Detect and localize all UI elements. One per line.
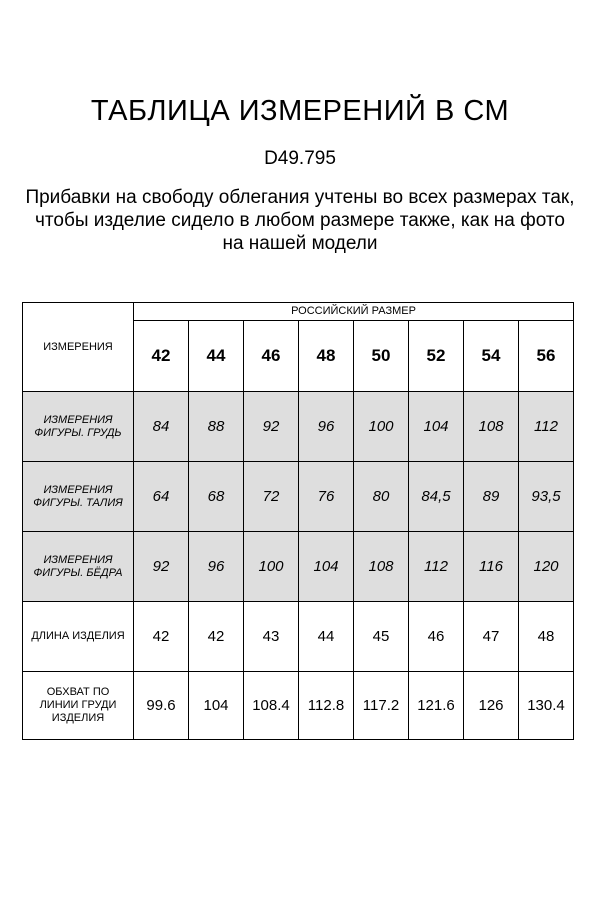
size-header: 44 — [189, 321, 244, 392]
table-cell: 92 — [134, 532, 189, 602]
row-label — [23, 392, 134, 462]
row-label — [23, 602, 134, 672]
page-title: ТАБЛИЦА ИЗМЕРЕНИЙ В СМ — [90, 95, 510, 127]
table-cell: 47 — [464, 602, 519, 672]
table-cell: 42 — [134, 602, 189, 672]
table-cell: 104 — [189, 672, 244, 740]
description-line: чтобы изделие сидело в любом размере также, как на фото — [35, 210, 565, 231]
table-cell: 117.2 — [354, 672, 409, 740]
size-header: 50 — [354, 321, 409, 392]
row-label-line: ИЗМЕРЕНИЯ — [43, 553, 113, 566]
row-label-line: ФИГУРЫ. БЁДРА — [33, 566, 123, 579]
group-header: РОССИЙСКИЙ РАЗМЕР — [134, 303, 574, 321]
table-cell: 89 — [464, 462, 519, 532]
table-cell: 46 — [409, 602, 464, 672]
row-label-line: ДЛИНА ИЗДЕЛИЯ — [31, 630, 125, 642]
table-cell: 42 — [189, 602, 244, 672]
description-line: Прибавки на свободу облегания учтены во всех размерах так, — [25, 187, 575, 208]
size-header: 54 — [464, 321, 519, 392]
table-cell: 43 — [244, 602, 299, 672]
table-cell: 72 — [244, 462, 299, 532]
description-line: на нашей модели — [222, 233, 378, 254]
table-cell: 48 — [519, 602, 574, 672]
corner-label: ИЗМЕРЕНИЯ — [23, 303, 134, 392]
table-cell: 76 — [299, 462, 354, 532]
row-label-line: ФИГУРЫ. ГРУДЬ — [34, 426, 122, 439]
table-cell: 108 — [354, 532, 409, 602]
row-label-line: ИЗМЕРЕНИЯ — [43, 483, 113, 496]
table-row — [23, 602, 574, 672]
table-cell: 108.4 — [244, 672, 299, 740]
table-cell: 80 — [354, 462, 409, 532]
table-cell: 120 — [519, 532, 574, 602]
description — [20, 186, 580, 255]
table-cell: 93,5 — [519, 462, 574, 532]
size-header: 52 — [409, 321, 464, 392]
table-cell: 84 — [134, 392, 189, 462]
table-cell: 99.6 — [134, 672, 189, 740]
row-label — [23, 672, 134, 740]
size-header: 56 — [519, 321, 574, 392]
article-code: D49.795 — [264, 148, 336, 169]
table-cell: 104 — [299, 532, 354, 602]
table-cell: 112 — [409, 532, 464, 602]
table-row — [23, 532, 574, 602]
row-label-line: ФИГУРЫ. ТАЛИЯ — [33, 496, 123, 509]
table-cell: 68 — [189, 462, 244, 532]
size-header: 42 — [134, 321, 189, 392]
table-cell: 130.4 — [519, 672, 574, 740]
table-cell: 64 — [134, 462, 189, 532]
row-label-line: ОБХВАТ ПО — [46, 686, 110, 698]
table-row — [23, 392, 574, 462]
table-row — [23, 672, 574, 740]
size-header: 48 — [299, 321, 354, 392]
row-label-line: ИЗДЕЛИЯ — [51, 712, 105, 724]
table-cell: 92 — [244, 392, 299, 462]
table-cell: 88 — [189, 392, 244, 462]
row-label-line: ИЗМЕРЕНИЯ — [43, 413, 113, 426]
table-cell: 84,5 — [409, 462, 464, 532]
table-cell: 116 — [464, 532, 519, 602]
table-cell: 45 — [354, 602, 409, 672]
size-table — [22, 302, 574, 740]
table-cell: 96 — [189, 532, 244, 602]
table-cell: 121.6 — [409, 672, 464, 740]
table-cell: 100 — [244, 532, 299, 602]
row-label — [23, 532, 134, 602]
table-cell: 126 — [464, 672, 519, 740]
table-cell: 112 — [519, 392, 574, 462]
row-label-line: ЛИНИИ ГРУДИ — [39, 699, 117, 711]
table-cell: 96 — [299, 392, 354, 462]
table-cell: 108 — [464, 392, 519, 462]
table-cell: 112.8 — [299, 672, 354, 740]
table-row — [23, 462, 574, 532]
table-cell: 100 — [354, 392, 409, 462]
size-header: 46 — [244, 321, 299, 392]
table-cell: 104 — [409, 392, 464, 462]
table-cell: 44 — [299, 602, 354, 672]
row-label — [23, 462, 134, 532]
